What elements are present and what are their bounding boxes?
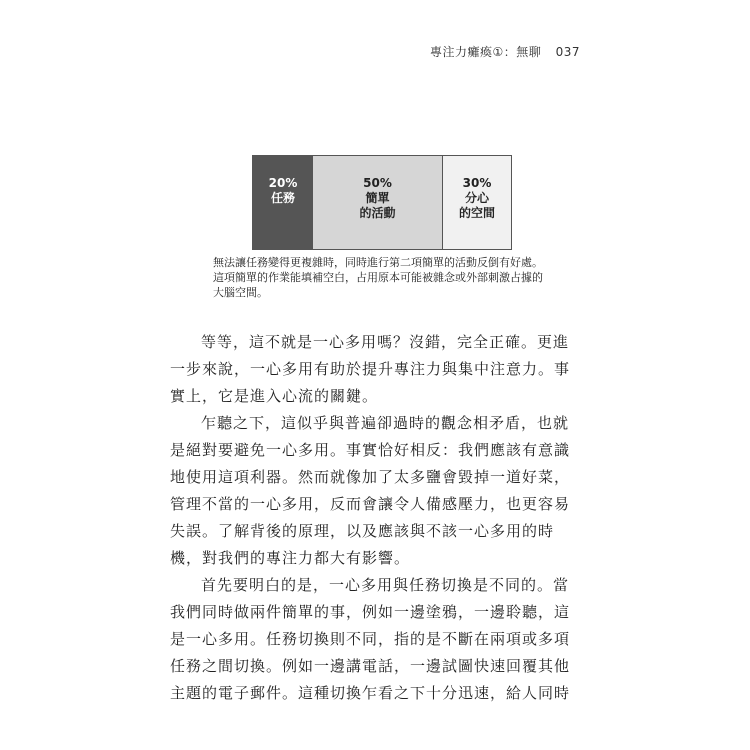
body-line: 一步來說，一心多用有助於提升專注力與集中注意力。事 [170, 360, 571, 378]
page-number: 037 [555, 45, 580, 59]
segment-simple-label-1: 簡單 [365, 191, 390, 205]
body-line: 管理不當的一心多用，反而會讓令人備感壓力，也更容易 [170, 495, 571, 513]
segment-distraction-space [443, 156, 511, 249]
segment-simple-percent: 50% [363, 176, 392, 190]
attention-breakdown-figure [252, 155, 512, 250]
body-line: 失誤。了解背後的原理，以及應該與不該一心多用的時 [170, 522, 555, 540]
running-header [430, 43, 580, 60]
body-line: 實上，它是進入心流的關鍵。 [170, 387, 379, 405]
caption-line: 這項簡單的作業能填補空白，占用原本可能被雜念或外部刺激占據的 [213, 271, 543, 284]
segment-task-label: 任務 [270, 191, 295, 205]
caption-line: 大腦空間。 [213, 286, 268, 299]
body-line: 是絕對要避免一心多用。事實恰好相反：我們應該有意識 [170, 441, 571, 459]
body-line: 機，對我們的專注力都大有影響。 [170, 549, 411, 567]
body-line: 任務之間切換。例如一邊講電話，一邊試圖快速回覆其他 [170, 657, 571, 675]
segment-distraction-label-1: 分心 [464, 191, 489, 205]
caption-line: 無法讓任務變得更複雜時，同時進行第二項簡單的活動反倒有好處。 [213, 256, 543, 269]
figure-caption [213, 255, 553, 300]
body-line: 等等，這不就是一心多用嗎？沒錯，完全正確。更進 [201, 333, 570, 351]
segment-simple-label-2: 的活動 [359, 206, 396, 220]
body-text [170, 329, 590, 707]
chapter-title: 專注力癱瘓①：無聊 [430, 45, 542, 59]
body-line: 主題的電子郵件。這種切換乍看之下十分迅速，給人同時 [170, 684, 571, 702]
body-line: 是一心多用。任務切換則不同，指的是不斷在兩項或多項 [170, 630, 571, 648]
body-line: 首先要明白的是，一心多用與任務切換是不同的。當 [201, 576, 570, 594]
segment-distraction-label-2: 的空間 [458, 206, 495, 220]
body-line: 乍聽之下，這似乎與普遍卻過時的觀念相矛盾，也就 [201, 414, 570, 432]
body-line: 我們同時做兩件簡單的事，例如一邊塗鴉，一邊聆聽，這 [170, 603, 571, 621]
segment-simple-activity [313, 156, 443, 249]
segment-task [253, 156, 313, 249]
segment-distraction-percent: 30% [462, 176, 492, 190]
body-line: 地使用這項利器。然而就像加了太多鹽會毀掉一道好菜， [170, 468, 571, 486]
segment-task-percent: 20% [268, 176, 298, 190]
